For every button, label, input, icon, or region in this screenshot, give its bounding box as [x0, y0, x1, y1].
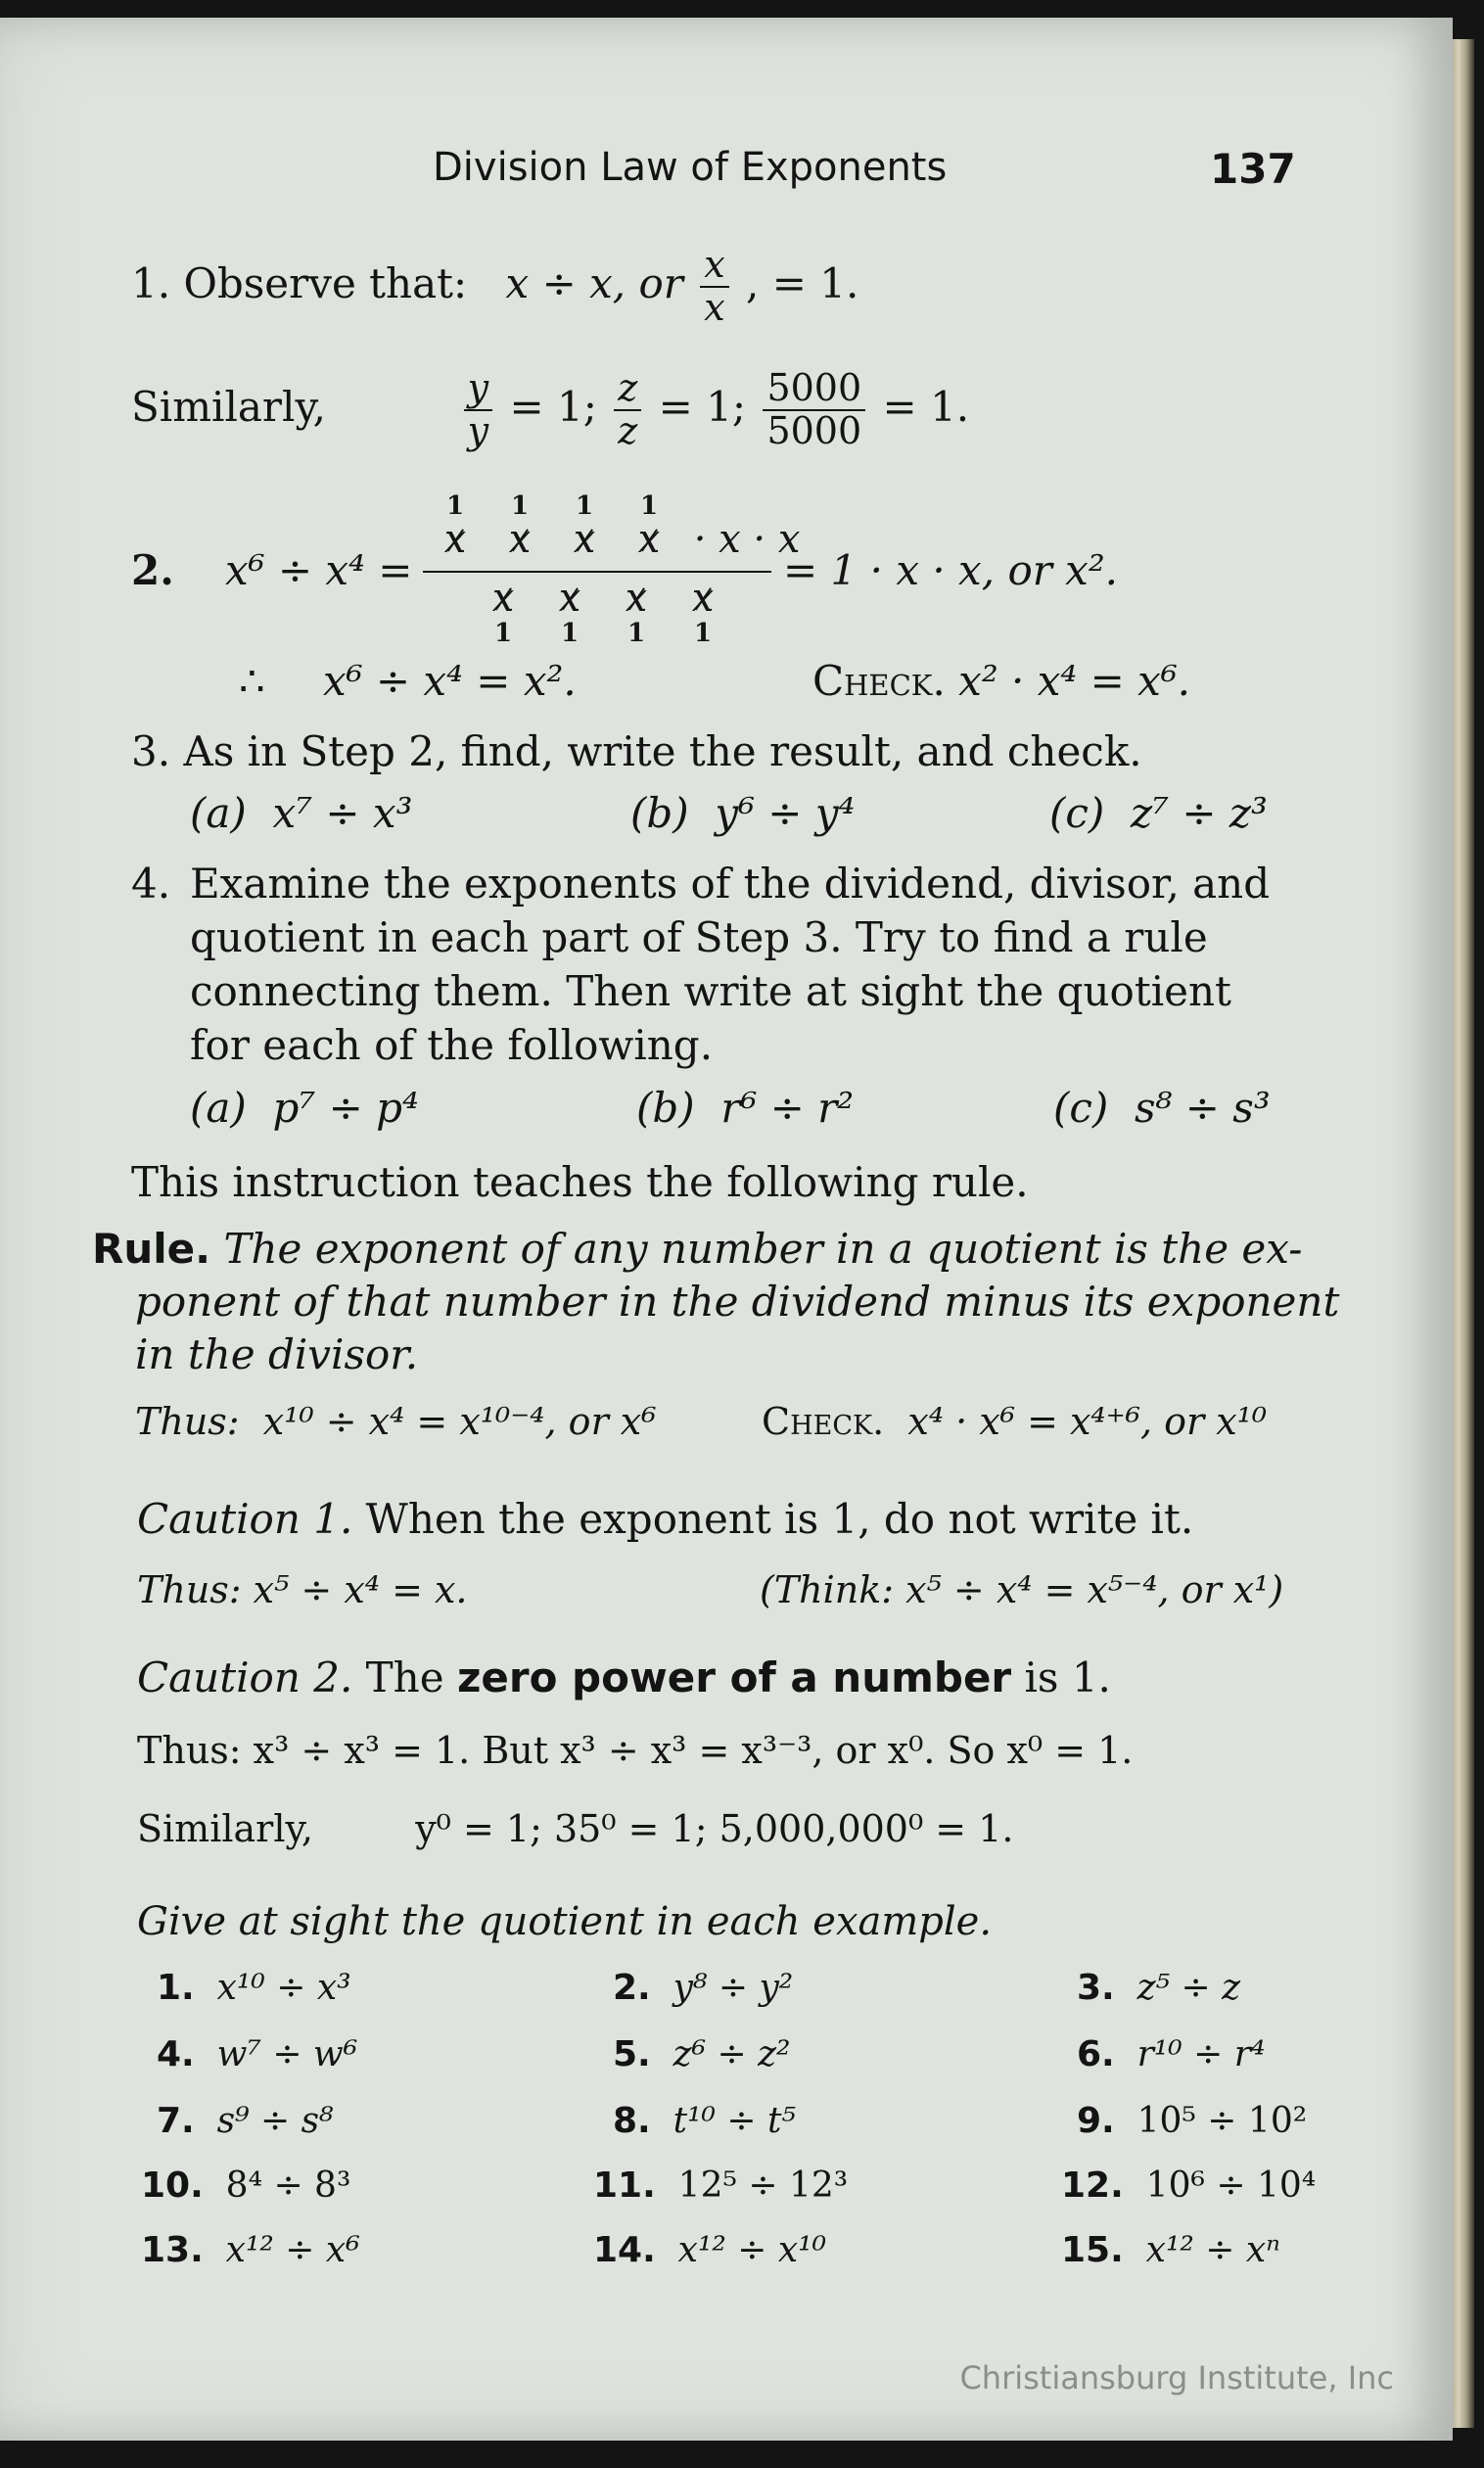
exercise-expr: 10⁶ ÷ 10⁴ [1145, 2165, 1317, 2206]
exercise-number: 4. [157, 2034, 195, 2074]
exercise-item [1061, 2230, 1280, 2270]
cancelled-x: x [558, 576, 581, 621]
exercise-expr: r¹⁰ ÷ r⁴ [1136, 2034, 1266, 2074]
exercise-number: 12. [1061, 2165, 1124, 2206]
denominator-ones [470, 619, 736, 648]
similarly-expr: y⁰ = 1; 35⁰ = 1; 5,000,000⁰ = 1. [415, 1807, 1014, 1850]
step4-line: connecting them. Then write at sight the quotient [190, 967, 1231, 1015]
exercise-item [593, 2230, 826, 2270]
step3 [131, 724, 1142, 779]
exercise-expr: w⁷ ÷ w⁶ [216, 2034, 358, 2074]
exercise-item [613, 1968, 793, 2008]
rule-line-1 [92, 1222, 1302, 1277]
one-mark: 1 [575, 491, 594, 521]
exercise-number: 13. [141, 2230, 204, 2270]
rule-text: The exponent of any number in a quotient is the ex- [223, 1225, 1303, 1273]
rule-label: Rule. [92, 1225, 211, 1273]
eq-one-1: = 1; [509, 382, 597, 431]
therefore-symbol: ∴ [239, 657, 265, 705]
step1-expr: x ÷ x, or [505, 258, 683, 307]
exercise-item [141, 2165, 350, 2206]
part-label: (a) [190, 1084, 247, 1132]
exercise-expr: x¹² ÷ xⁿ [1145, 2230, 1280, 2270]
page-edge [1453, 39, 1474, 2428]
one-mark: 1 [639, 491, 659, 521]
watermark: Christiansburg Institute, Inc [959, 2359, 1394, 2397]
similarly-label: Similarly, [137, 1807, 313, 1850]
fraction-y [464, 368, 492, 452]
step2-conclusion: x⁶ ÷ x⁴ = x². [323, 657, 577, 705]
exercise-item [1061, 2165, 1316, 2206]
rule-text: ponent of that number in the dividend minus its exponent [135, 1278, 1340, 1326]
caution1-label: Caution 1. [137, 1495, 353, 1543]
fraction-5000-den: 5000 [766, 408, 862, 452]
eq-one-3: = 1. [882, 382, 970, 431]
exercise-expr: x¹⁰ ÷ x³ [216, 1968, 351, 2008]
exercise-item [613, 2034, 790, 2074]
page-header-title: Division Law of Exponents [433, 145, 948, 190]
fraction-5000-num: 5000 [763, 368, 865, 411]
cancelled-x: x [443, 517, 467, 562]
exercise-number: 9. [1077, 2101, 1115, 2141]
step4-number: 4. [131, 860, 171, 908]
step2-lhs: x⁶ ÷ x⁴ = [225, 546, 413, 594]
caution2 [137, 1651, 1111, 1705]
fraction-z [614, 368, 641, 452]
part-label: (b) [636, 1084, 695, 1132]
rule-text: in the divisor. [135, 1330, 419, 1378]
exercise-expr: z⁵ ÷ z [1136, 1968, 1241, 2008]
exercise-number: 2. [613, 1968, 651, 2008]
part-expr: x⁷ ÷ x³ [272, 789, 413, 837]
step3-number: 3. [131, 727, 171, 775]
part-label: (c) [1049, 789, 1105, 837]
exercise-number: 14. [593, 2230, 656, 2270]
exercise-number: 1. [157, 1968, 195, 2008]
similarly-label: Similarly, [131, 382, 326, 431]
exercise-number: 8. [613, 2101, 651, 2141]
fraction-z-den: z [618, 408, 638, 452]
exercise-expr: y⁸ ÷ y² [672, 1968, 794, 2008]
step4-part-a [190, 1081, 419, 1136]
part-expr: r⁶ ÷ r² [720, 1084, 855, 1132]
exercise-number: 7. [157, 2101, 195, 2141]
caution1-example: Thus: x⁵ ÷ x⁴ = x. [137, 1568, 468, 1611]
caution2-similarly [137, 1807, 1013, 1850]
exercise-expr: x¹² ÷ x⁶ [225, 2230, 360, 2270]
step1-fraction [700, 245, 728, 329]
part-expr: p⁷ ÷ p⁴ [272, 1084, 419, 1132]
rule-example [135, 1400, 656, 1443]
exercise-number: 5. [613, 2034, 651, 2074]
numerator [423, 517, 800, 562]
instruction-text: This instruction teaches the following rule. [131, 1158, 1029, 1206]
part-expr: s⁸ ÷ s³ [1135, 1084, 1271, 1132]
check-label: Check. [762, 1400, 885, 1443]
caution2-label: Caution 2. [137, 1653, 353, 1701]
one-mark: 1 [510, 491, 530, 521]
thus-label: Thus: [135, 1400, 240, 1443]
cancelled-x: x [491, 576, 515, 621]
exercise-number: 3. [1077, 1968, 1115, 2008]
exercise-item [157, 1968, 351, 2008]
rule-check [762, 1400, 1267, 1443]
step2-rhs: = 1 · x · x, or x². [783, 546, 1119, 594]
cancelled-x: x [573, 517, 596, 562]
cancelled-x: x [691, 576, 715, 621]
exercise-item [1077, 2034, 1265, 2074]
cancelled-x: x [508, 517, 532, 562]
one-mark: 1 [493, 619, 513, 648]
part-expr: y⁶ ÷ y⁴ [715, 789, 856, 837]
exercise-item [1077, 1968, 1240, 2008]
step1-text: Observe that: [183, 258, 468, 307]
fraction-bar [423, 571, 771, 573]
caution1-think: (Think: x⁵ ÷ x⁴ = x⁵⁻⁴, or x¹) [760, 1568, 1284, 1611]
caution2-bold: zero power of a number [456, 1653, 1012, 1701]
step3-part-c [1049, 786, 1268, 841]
cancelled-x: x [625, 576, 648, 621]
step4-part-c [1053, 1081, 1271, 1136]
step1 [131, 245, 858, 329]
step1-similarly [131, 368, 969, 452]
fraction-y-den: y [467, 408, 489, 452]
exercise-item [1077, 2101, 1307, 2141]
one-mark: 1 [445, 491, 465, 521]
exercise-item [141, 2230, 360, 2270]
fraction-z-num: z [614, 368, 641, 411]
exercises-heading: Give at sight the quotient in each example. [137, 1899, 993, 1944]
step4-line: for each of the following. [190, 1021, 714, 1069]
step4-line: Examine the exponents of the dividend, divisor, and [190, 860, 1271, 908]
one-mark: 1 [626, 619, 646, 648]
check-expr: x² · x⁴ = x⁶. [958, 657, 1191, 705]
step3-part-a [190, 786, 412, 841]
step1-frac-den: x [704, 285, 725, 329]
exercise-expr: 12⁵ ÷ 12³ [677, 2165, 849, 2206]
caution1-text: When the exponent is 1, do not write it. [365, 1495, 1194, 1543]
step1-frac-num: x [700, 245, 728, 288]
exercise-number: 15. [1061, 2230, 1124, 2270]
exercise-number: 6. [1077, 2034, 1115, 2074]
exercise-item [157, 2034, 357, 2074]
caution2-text: is 1. [1024, 1653, 1111, 1701]
step4-part-b [636, 1081, 854, 1136]
exercise-expr: 10⁵ ÷ 10² [1136, 2101, 1308, 2141]
denominator [470, 576, 736, 621]
step1-tail: , = 1. [746, 258, 859, 307]
check-expr: x⁴ · x⁶ = x⁴⁺⁶, or x¹⁰ [907, 1400, 1268, 1443]
exercise-expr: s⁹ ÷ s⁸ [216, 2101, 334, 2141]
exercise-expr: x¹² ÷ x¹⁰ [677, 2230, 827, 2270]
exercise-number: 11. [593, 2165, 656, 2206]
fraction-5000 [763, 368, 865, 452]
exercise-expr: 8⁴ ÷ 8³ [225, 2165, 351, 2206]
exercise-number: 10. [141, 2165, 204, 2206]
exercise-item [613, 2101, 796, 2141]
part-label: (c) [1053, 1084, 1109, 1132]
book-page [0, 18, 1453, 2441]
part-label: (b) [630, 789, 689, 837]
caution2-text: The [365, 1653, 444, 1701]
cancelled-x: x [637, 517, 661, 562]
step4-line: quotient in each part of Step 3. Try to find a rule [190, 913, 1208, 961]
step1-number: 1. [131, 258, 171, 307]
caution1 [137, 1492, 1193, 1547]
page-number: 137 [1210, 145, 1296, 193]
exercise-item [593, 2165, 848, 2206]
step2-number: 2. [131, 546, 174, 594]
exercise-expr: z⁶ ÷ z² [672, 2034, 791, 2074]
one-mark: 1 [560, 619, 580, 648]
fraction-y-num: y [464, 368, 492, 411]
caution2-example: Thus: x³ ÷ x³ = 1. But x³ ÷ x³ = x³⁻³, or x⁰. So x⁰ = 1. [137, 1729, 1134, 1772]
part-label: (a) [190, 789, 247, 837]
exercise-item [157, 2101, 334, 2141]
part-expr: z⁷ ÷ z³ [1131, 789, 1268, 837]
numerator-rest: · x · x [693, 517, 801, 562]
exercise-expr: t¹⁰ ÷ t⁵ [672, 2101, 796, 2141]
step3-text: As in Step 2, find, write the result, and check. [183, 727, 1142, 775]
step2-check [812, 654, 1190, 709]
thus-expr: x¹⁰ ÷ x⁴ = x¹⁰⁻⁴, or x⁶ [262, 1400, 657, 1443]
step3-part-b [630, 786, 855, 841]
eq-one-2: = 1; [658, 382, 747, 431]
check-label: Check. [812, 657, 946, 705]
one-mark: 1 [693, 619, 713, 648]
